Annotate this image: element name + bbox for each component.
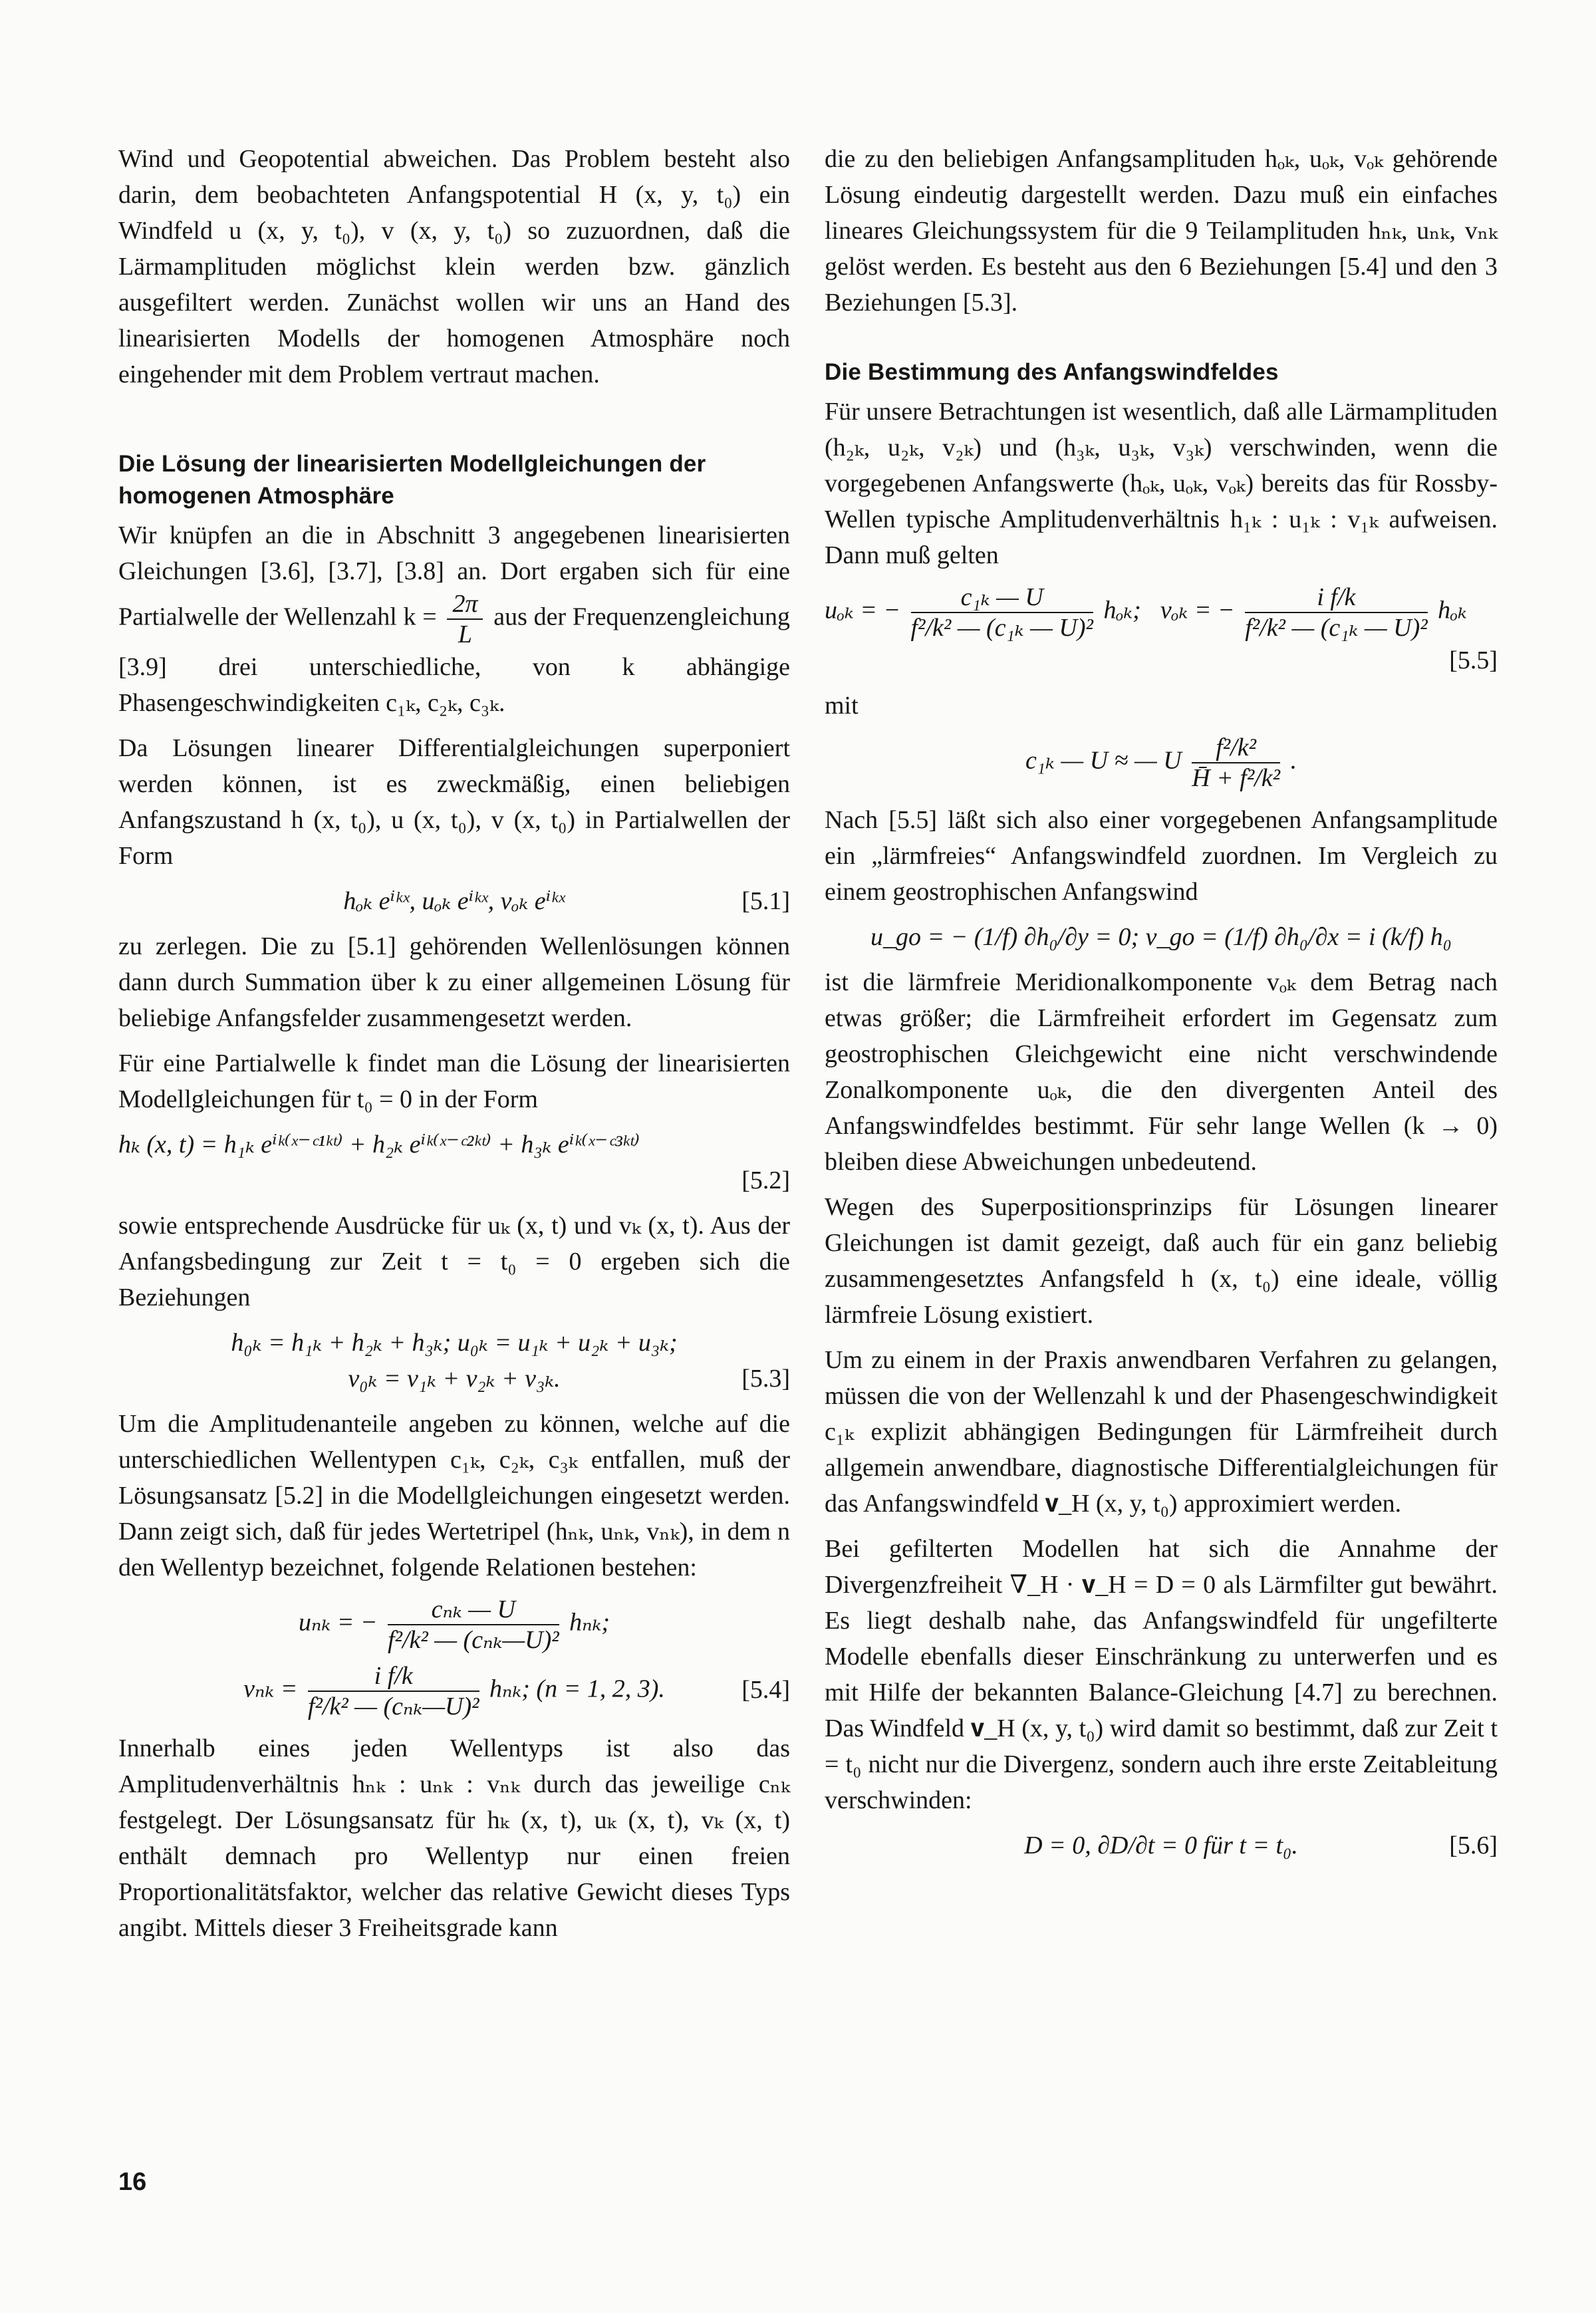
fraction-numerator: c₁ₖ — U xyxy=(911,583,1093,613)
equation-body: hₖ (x, t) = h₁ₖ eⁱᵏ⁽ˣ⁻ᶜ¹ᵏᵗ⁾ + h₂ₖ eⁱᵏ⁽ˣ⁻ᶜ²ᵏᵗ⁾ + h₃ₖ eⁱᵏ⁽ˣ⁻ᶜ³ᵏᵗ⁾ xyxy=(118,1131,640,1158)
equation-line-v xyxy=(118,1661,790,1721)
paragraph: Wind und Geopotential abweichen. Das Problem besteht also darin, dem beobachteten Anfangspotential H (x, y, t₀) ein Windfeld u (x, y, t₀), v (x, y, t₀) so zuzuordnen, daß die Lärmamplituden möglichst klein werden bzw. gänzlich ausgefiltert werden. Zunächst wollen wir uns an Hand des linearisierten Modells der homogenen Atmosphäre noch eingehender mit dem Problem vertraut machen. xyxy=(118,145,790,388)
paragraph: Um die Amplitudenanteile angeben zu können, welche auf die unterschiedlichen Wellentypen c₁ₖ, c₂ₖ, c₃ₖ entfallen, muß der Lösungsansatz [5.2] in die Modellgleichungen eingesetzt werden. Dann zeigt sich, daß für jedes Wertetripel (hₙₖ, uₙₖ, vₙₖ), in dem n den Wellentyp bezeichnet, folgende Relationen bestehen: xyxy=(118,1410,790,1581)
fraction-numerator: cₙₖ — U xyxy=(388,1595,559,1625)
equation-rhs: hₒₖ xyxy=(1438,596,1467,624)
equation-lhs: c₁ₖ — U ≈ — U xyxy=(1025,746,1182,775)
equation-5-3 xyxy=(118,1325,790,1397)
equation-lhs: uₙₖ = − xyxy=(298,1608,378,1637)
paragraph: Bei gefilterten Modellen hat sich die Annahme der Divergenzfreiheit ∇_H · 𝐯_H = D = 0 als Lärmfilter gut bewährt. Es liegt deshalb nahe, das Anfangswindfeld für ungefilterte Modelle ebenfalls dieser Einschränkung zu unterwerfen und es mit Hilfe der bekannten Balance-Gleichung [4.7] zu berechnen. Das Windfeld 𝐯_H (x, y, t₀) wird damit so bestimmt, daß zur Zeit t = t₀ nicht nur die Divergenz, sondern auch ihre erste Zeitableitung verschwinden: xyxy=(825,1535,1498,1814)
fraction-denominator: f²/k² — (cₙₖ—U)² xyxy=(307,1693,479,1720)
fraction xyxy=(911,583,1093,642)
equation-number: [5.4] xyxy=(741,1676,790,1704)
fraction-numerator: 2π xyxy=(447,589,483,620)
fraction-numerator: f²/k² xyxy=(1192,733,1280,763)
paragraph: Innerhalb eines jeden Wellentyps ist also das Amplitudenverhältnis hₙₖ : uₙₖ : vₙₖ durch das jeweilige cₙₖ festgelegt. Der Lösungsansatz für hₖ (x, t), uₖ (x, t), vₖ (x, t) enthält demnach pro Wellentyp nur einen freien Proportionalitätsfaktor, welcher das relative Gewicht dieses Typs angibt. Mittels dieser 3 Freiheitsgrade kann xyxy=(118,1734,790,1942)
paragraph: Für eine Partialwelle k findet man die Lösung der linearisierten Modellgleichungen für t₀ = 0 in der Form xyxy=(118,1049,790,1113)
text-span: aus der Frequenzengleichung [3.9] drei unterschiedliche, von k abhängige Phasengeschwindigkeiten c₁ₖ, c₂ₖ, c₃ₖ. xyxy=(118,603,790,717)
equation-body: hₒₖ eⁱᵏˣ, uₒₖ eⁱᵏˣ, vₒₖ eⁱᵏˣ xyxy=(343,887,565,915)
equation-number: [5.1] xyxy=(741,887,790,915)
paragraph: Da Lösungen linearer Differentialgleichungen superponiert werden können, ist es zweckmäßig, einen beliebigen Anfangszustand h (x, t₀), u (x, t₀), v (x, t₀) in Partialwellen der Form xyxy=(118,734,790,870)
paragraph: die zu den beliebigen Anfangsamplituden hₒₖ, uₒₖ, vₒₖ gehörende Lösung eindeutig dargestellt werden. Dazu muß ein einfaches lineares Gleichungssystem für die 9 Teilamplituden hₙₖ, uₙₖ, vₙₖ gelöst werden. Es besteht aus den 6 Beziehungen [5.4] und den 3 Beziehungen [5.3]. xyxy=(825,145,1498,317)
equation-number: [5.6] xyxy=(1449,1832,1498,1859)
equation-number: [5.3] xyxy=(741,1365,790,1393)
fraction-numerator: i f/k xyxy=(1245,583,1427,613)
fraction-denominator: f²/k² — (c₁ₖ — U)² xyxy=(1245,614,1428,642)
paragraph: Für unsere Betrachtungen ist wesentlich, daß alle Lärmamplituden (h₂ₖ, u₂ₖ, v₂ₖ) und (h₃ₖ, u₃ₖ, v₃ₖ) verschwinden, wenn die vorgegebenen Anfangswerte (hₒₖ, uₒₖ, vₒₖ) bereits das für Rossby-Wellen typische Amplitudenverhältnis h₁ₖ : u₁ₖ : v₁ₖ aufweisen. Dann muß gelten xyxy=(825,398,1498,569)
paragraph: zu zerlegen. Die zu [5.1] gehörenden Wellenlösungen können dann durch Summation über k zu einer allgemeinen Lösung für beliebige Anfangsfelder zusammengesetzt werden. xyxy=(118,932,790,1032)
equation-rhs: hₒₖ; xyxy=(1103,596,1141,624)
equation-rhs: hₙₖ; xyxy=(569,1608,610,1637)
equation-end: . xyxy=(1290,746,1297,775)
fraction xyxy=(1192,733,1280,793)
equation-number: [5.2] xyxy=(741,1166,790,1194)
equation-c1k xyxy=(825,733,1498,793)
section-heading: Die Bestimmung des Anfangswindfeldes xyxy=(825,359,1279,385)
equation-lhs: vₒₖ = − xyxy=(1160,596,1235,624)
paragraph: Um zu einem in der Praxis anwendbaren Verfahren zu gelangen, müssen die von der Wellenzahl k und der Phasengeschwindigkeit c₁ₖ explizit abhängigen Bedingungen für Lärmfreiheit durch allgemein anwendbare, diagnostische Differentialgleichungen für das Anfangswindfeld 𝐯_H (x, y, t₀) approximiert werden. xyxy=(825,1346,1498,1518)
equation-geostrophic xyxy=(825,919,1498,955)
equation-body: u_go = − (1/f) ∂h₀/∂y = 0; v_go = (1/f) ∂h₀/∂x = i (k/f) h₀ xyxy=(870,923,1452,951)
section-heading: Die Lösung der linearisierten Modellgleichungen der homogenen Atmosphäre xyxy=(118,451,706,509)
fraction-denominator: f²/k² — (c₁ₖ — U)² xyxy=(910,614,1093,642)
equation-5-6 xyxy=(825,1828,1498,1863)
text-span: Wir knüpfen an die in Abschnitt 3 angegebenen linearisierten Gleichungen [3.6], [3.7], [3.8] an. Dort ergaben sich für eine Partialwelle der Wellenzahl k = xyxy=(118,521,790,631)
paragraph: Nach [5.5] läßt sich also einer vorgegebenen Anfangsamplitude ein „lärmfreies“ Anfangswindfeld zuordnen. Im Vergleich zu einem geostrophischen Anfangswind xyxy=(825,806,1498,906)
paragraph: mit xyxy=(825,692,859,720)
equation-5-1 xyxy=(118,883,790,919)
equation-lhs: uₒₖ = − xyxy=(825,596,900,624)
left-column xyxy=(118,141,790,1955)
fraction-denominator: f²/k² — (cₙₖ—U)² xyxy=(388,1626,559,1654)
equation-body: D = 0, ∂D/∂t = 0 für t = t₀. xyxy=(1024,1832,1298,1859)
fraction-denominator: L xyxy=(458,620,473,648)
fraction-denominator: H̄ + f²/k² xyxy=(1192,764,1281,792)
equation-5-4 xyxy=(118,1595,790,1721)
equation-5-5 xyxy=(825,583,1498,678)
equation-5-2 xyxy=(118,1127,790,1198)
equation-line-u xyxy=(118,1595,790,1655)
paragraph xyxy=(118,517,790,721)
fraction xyxy=(447,589,483,649)
fraction xyxy=(388,1595,559,1655)
equation-lhs: vₙₖ = xyxy=(243,1675,298,1703)
fraction xyxy=(308,1661,479,1721)
equation-rhs: hₙₖ; (n = 1, 2, 3). xyxy=(489,1675,665,1703)
right-column xyxy=(825,141,1498,1873)
equation-number: [5.5] xyxy=(1449,646,1498,674)
paragraph: Wegen des Superpositionsprinzips für Lösungen linearer Gleichungen ist damit gezeigt, daß auch für ein ganz beliebig zusammengesetztes Anfangsfeld h (x, t₀) eine ideale, völlig lärmfreie Lösung existiert. xyxy=(825,1193,1498,1329)
fraction-numerator: i f/k xyxy=(308,1661,479,1692)
equation-line: h₀ₖ = h₁ₖ + h₂ₖ + h₃ₖ; u₀ₖ = u₁ₖ + u₂ₖ + u₃ₖ; xyxy=(231,1329,678,1357)
equation-line: v₀ₖ = v₁ₖ + v₂ₖ + v₃ₖ. xyxy=(348,1365,561,1393)
fraction xyxy=(1245,583,1427,642)
paragraph: ist die lärmfreie Meridionalkomponente vₒₖ dem Betrag nach etwas größer; die Lärmfreiheit erfordert im Gegensatz zum geostrophischen Gleichgewicht eine nicht verschwindende Zonalkomponente uₒₖ, die den divergenten Anteil des Anfangswindfeldes bestimmt. Für sehr lange Wellen (k → 0) bleiben diese Abweichungen unbedeutend. xyxy=(825,968,1498,1176)
paragraph: sowie entsprechende Ausdrücke für uₖ (x, t) und vₖ (x, t). Aus der Anfangsbedingung zur Zeit t = t₀ = 0 ergeben sich die Beziehungen xyxy=(118,1212,790,1311)
page-number: 16 xyxy=(118,2168,147,2196)
